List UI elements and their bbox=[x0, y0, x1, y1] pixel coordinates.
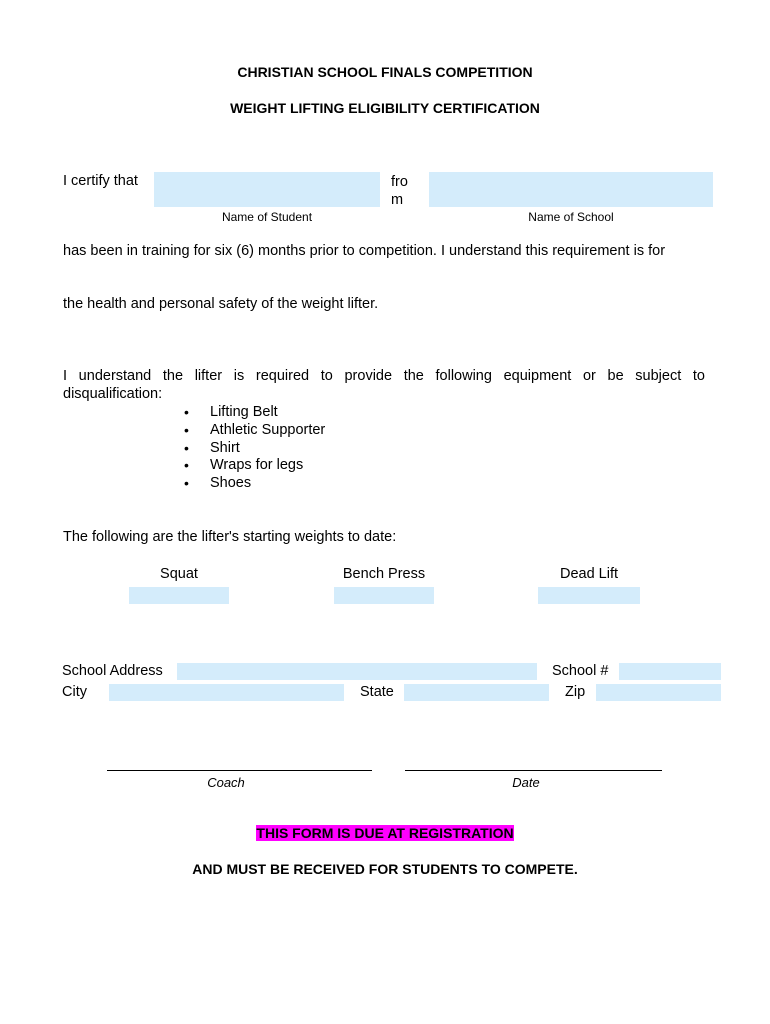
equipment-item-label: Shoes bbox=[210, 475, 252, 492]
state-label: State bbox=[360, 684, 394, 700]
equipment-item-label: Shirt bbox=[210, 439, 240, 456]
equipment-list bbox=[184, 404, 325, 493]
city-label: City bbox=[62, 684, 87, 700]
registration-notice-highlight: THIS FORM IS DUE AT REGISTRATION bbox=[256, 825, 514, 841]
school-address-field[interactable] bbox=[177, 663, 537, 680]
equipment-intro-line-1: I understand the lifter is required to provide the following equipment or be subject to bbox=[63, 368, 705, 384]
list-item bbox=[184, 422, 325, 440]
from-label-part1: fro bbox=[391, 174, 408, 190]
school-number-label: School # bbox=[552, 663, 609, 679]
from-label-part2: m bbox=[391, 192, 404, 208]
school-name-caption: Name of School bbox=[528, 210, 614, 224]
student-name-field[interactable] bbox=[154, 172, 380, 207]
bullet-icon: • bbox=[184, 475, 189, 492]
zip-label: Zip bbox=[565, 684, 586, 700]
bullet-icon: • bbox=[184, 421, 189, 438]
coach-signature-line[interactable] bbox=[107, 770, 372, 771]
squat-label: Squat bbox=[160, 566, 198, 582]
equipment-item-label: Wraps for legs bbox=[210, 457, 304, 474]
student-name-caption: Name of Student bbox=[221, 210, 313, 224]
weights-intro: The following are the lifter's starting weights to date: bbox=[63, 529, 397, 545]
school-name-field[interactable] bbox=[429, 172, 713, 207]
date-signature-line[interactable] bbox=[405, 770, 662, 771]
school-address-label: School Address bbox=[62, 663, 163, 679]
list-item bbox=[184, 404, 325, 422]
statement-line-2: the health and personal safety of the weight lifter. bbox=[63, 296, 379, 312]
registration-notice bbox=[0, 825, 770, 841]
city-field[interactable] bbox=[109, 684, 344, 701]
school-number-field[interactable] bbox=[619, 663, 721, 680]
list-item bbox=[184, 457, 325, 475]
form-title: CHRISTIAN SCHOOL FINALS COMPETITION bbox=[237, 64, 533, 80]
equipment-item-label: Lifting Belt bbox=[210, 404, 278, 420]
statement-line-1: has been in training for six (6) months prior to competition. I understand this requirement is for bbox=[63, 243, 666, 259]
bullet-icon: • bbox=[184, 457, 189, 474]
bullet-icon: • bbox=[184, 439, 189, 456]
bullet-icon: • bbox=[184, 404, 189, 420]
coach-label: Coach bbox=[207, 775, 245, 790]
zip-field[interactable] bbox=[596, 684, 721, 701]
bench-press-field[interactable] bbox=[334, 587, 434, 604]
list-item bbox=[184, 440, 325, 458]
squat-field[interactable] bbox=[129, 587, 229, 604]
equipment-item-label: Athletic Supporter bbox=[210, 421, 326, 438]
bench-press-label: Bench Press bbox=[342, 566, 426, 582]
certify-prefix: I certify that bbox=[63, 173, 138, 189]
compete-notice: AND MUST BE RECEIVED FOR STUDENTS TO COMPETE. bbox=[192, 861, 578, 877]
from-label bbox=[391, 173, 408, 209]
equipment-intro-line-2: disqualification: bbox=[63, 386, 163, 402]
list-item bbox=[184, 475, 325, 493]
state-field[interactable] bbox=[404, 684, 549, 701]
dead-lift-field[interactable] bbox=[538, 587, 640, 604]
dead-lift-label: Dead Lift bbox=[559, 566, 619, 582]
date-label: Date bbox=[512, 775, 540, 790]
form-subtitle: WEIGHT LIFTING ELIGIBILITY CERTIFICATION bbox=[230, 100, 540, 116]
